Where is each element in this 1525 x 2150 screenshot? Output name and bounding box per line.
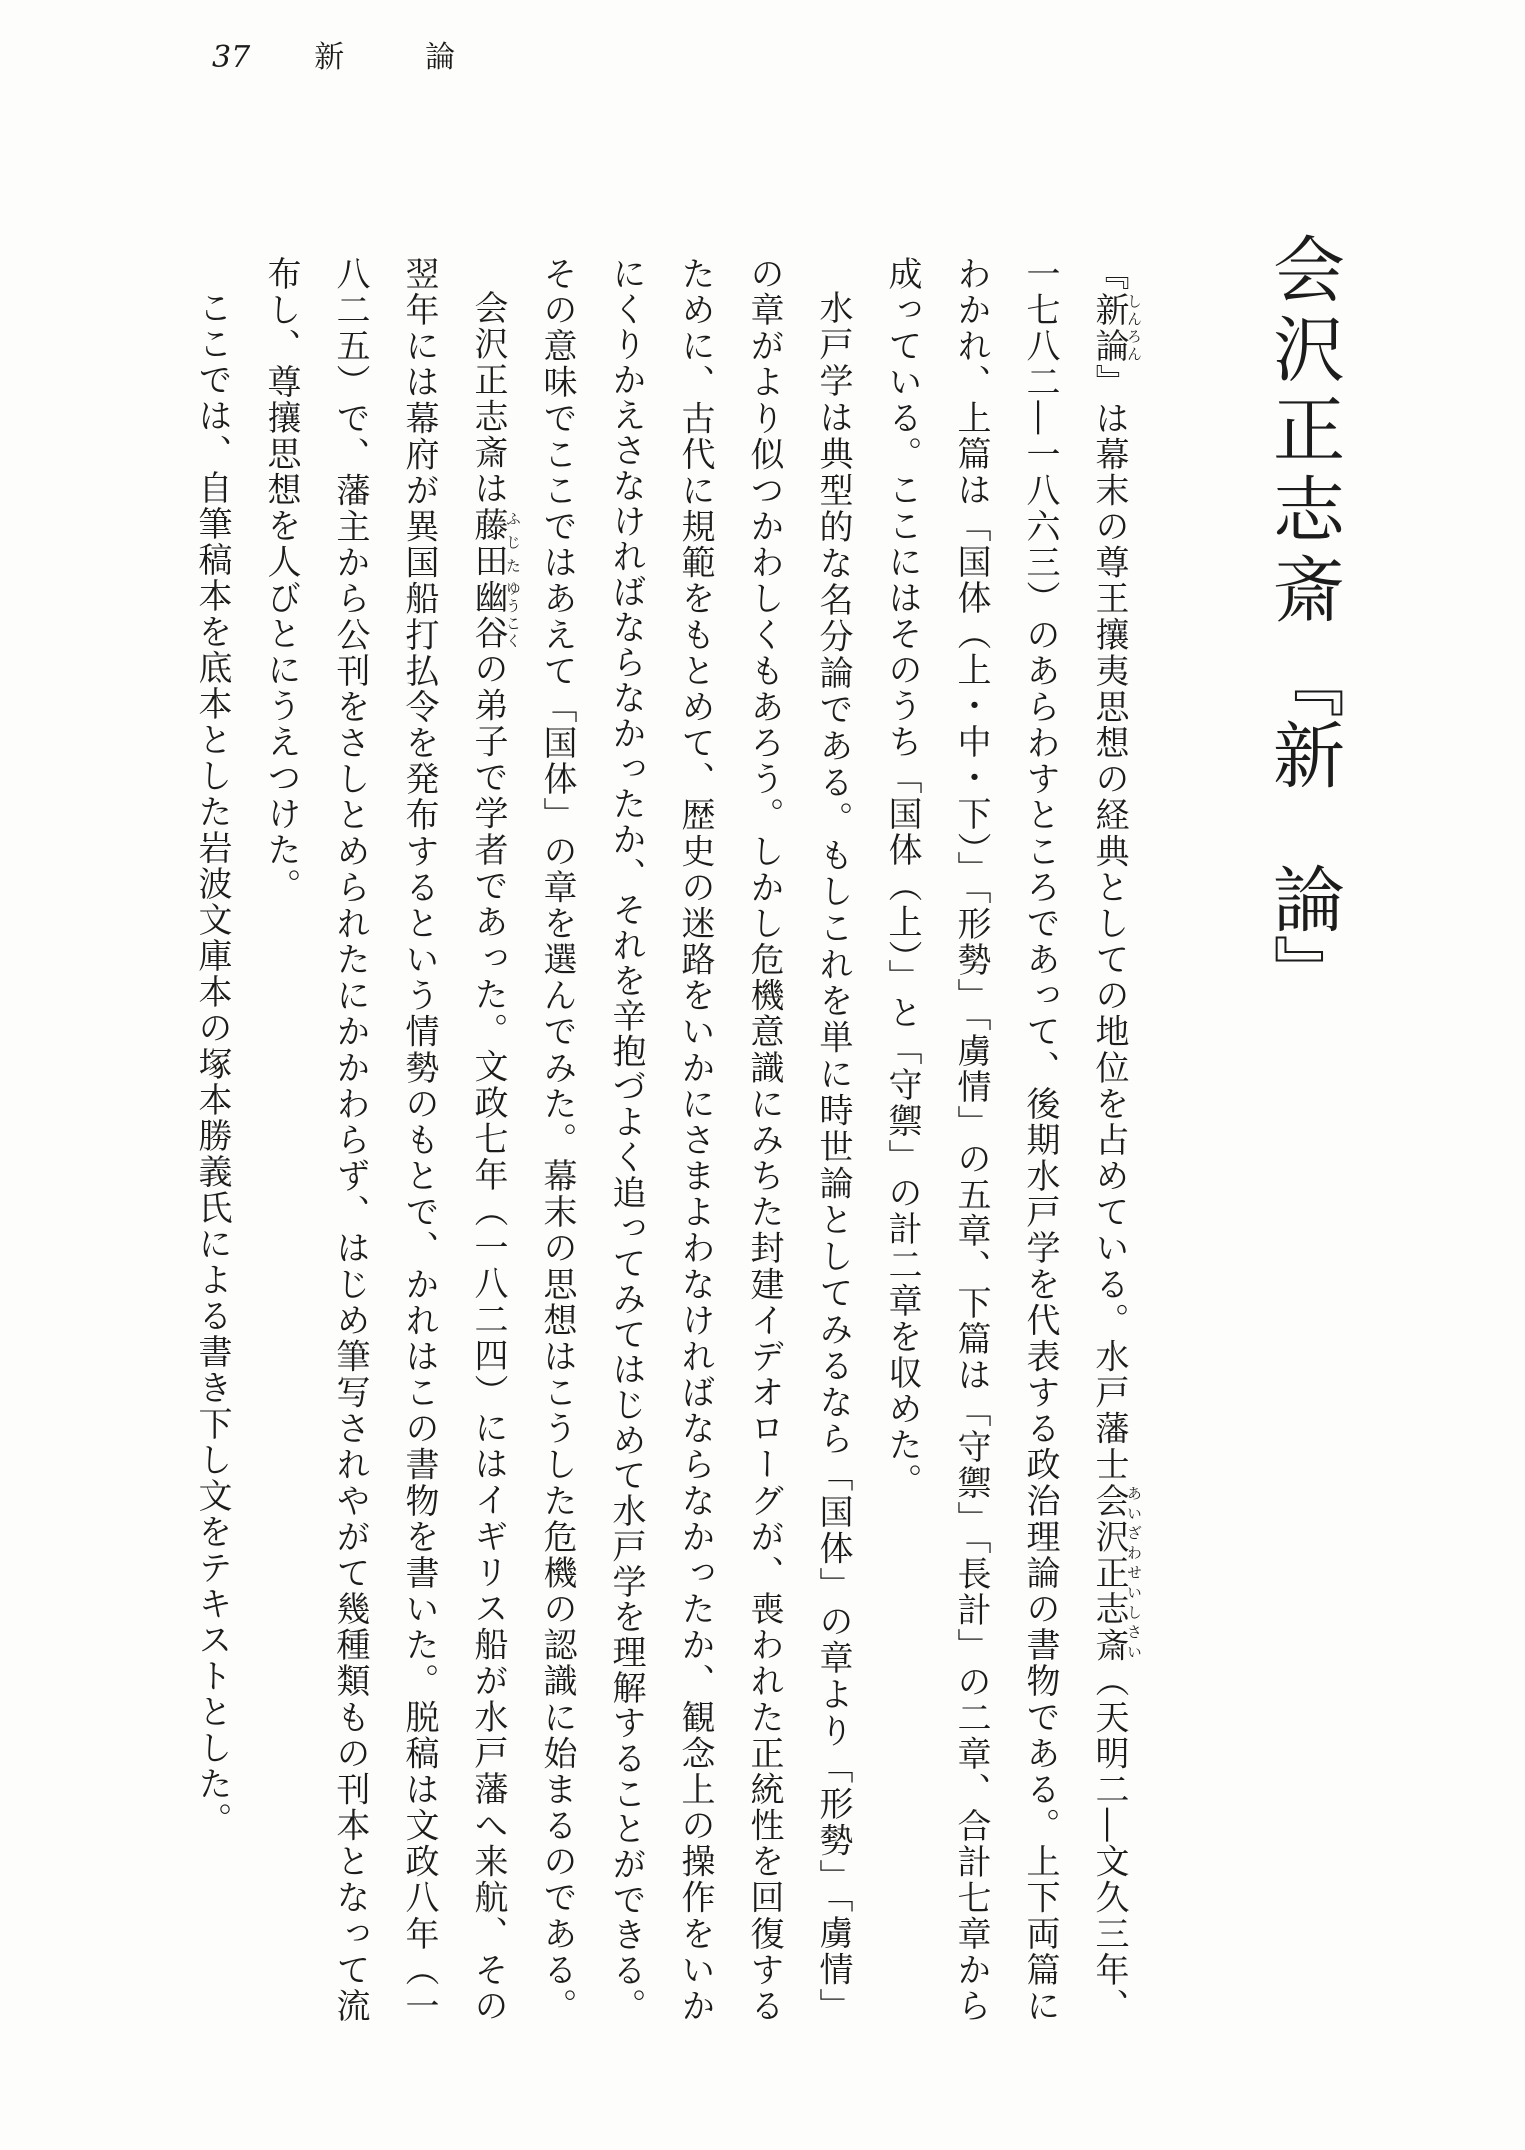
ruby-annotation — [468, 579, 522, 652]
chapter-title-work: 『新 論』 — [1261, 646, 1345, 1006]
text-column — [453, 256, 522, 2022]
text-run: わかれ、上篇は「国体（上・中・下）」「形勢」「虜情」の五章、下篇は「守禦」「長計」の二章、合計七章から — [951, 256, 991, 2022]
running-head-title: 新論 — [314, 40, 537, 75]
text-column — [936, 256, 1005, 2022]
text-run: 水戸学は典型的な名分論である。もしこれを単に時世論としてみるなら「国体」の章より「形勢」「虜情」 — [813, 290, 853, 2022]
running-header — [212, 40, 536, 76]
text-run: 翌年には幕府が異国船打払令を発布するという情勢のもとで、かれはこの書物を書いた。脱稿は文政八年（一 — [399, 256, 439, 2022]
ruby-text: あいざわせいしさい — [1125, 1482, 1143, 1662]
text-run: にくりかえさなければならなかったか、それを辛抱づよく追ってみてはじめて水戸学を理解することができる。 — [606, 256, 646, 2022]
text-column — [729, 256, 798, 2022]
text-column — [798, 256, 867, 2022]
ruby-annotation — [1089, 292, 1143, 365]
text-run: 』は幕末の尊王攘夷思想の経典としての地位を占めている。水戸藩士 — [1089, 364, 1129, 1483]
ruby-annotation — [1089, 1482, 1143, 1664]
text-run: その意味でここではあえて「国体」の章を選んでみた。幕末の思想はこうした危機の認識に始まるのである。 — [537, 256, 577, 2022]
text-run: の章がより似つかわしくもあろう。しかし危機意識にみちた封建イデオローグが、喪われた正統性を回復する — [744, 256, 784, 2023]
text-run: 八二五）で、藩主から公刊をさしとめられたにかかわらず、はじめ筆写されやがて幾種類もの刊本となって流 — [330, 256, 370, 2022]
text-run: ここでは、自筆稿本を底本とした岩波文庫本の塚本勝義氏による書き下し文をテキストとした。 — [192, 290, 232, 1838]
text-run: ために、古代に規範をもとめて、歴史の迷路をいかにさまよわなければならなかったか、観念上の操作をいか — [675, 256, 715, 2022]
text-column — [315, 256, 384, 2022]
text-column — [1005, 256, 1074, 2022]
text-column — [591, 256, 660, 2022]
ruby-text: しんろん — [1125, 292, 1143, 363]
text-column — [660, 256, 729, 2022]
ruby-base: 会沢正志斎 — [1089, 1482, 1129, 1664]
ruby-annotation — [468, 506, 522, 580]
text-column — [246, 256, 315, 2022]
text-run: 成っている。ここにはそのうち「国体（上）」と「守禦」の計二章を収めた。 — [882, 256, 922, 1499]
text-run: 一七八二―一八六三）のあらわすところであって、後期水戸学を代表する政治理論の書物である。上下両篇に — [1020, 256, 1060, 2022]
text-run: 会沢正志斎は — [468, 290, 508, 507]
page-number: 37 — [212, 40, 251, 75]
text-run: の弟子で学者であった。文政七年（一八二四）にはイギリス船が水戸藩へ来航、その — [468, 651, 508, 2023]
text-column — [177, 256, 246, 2022]
text-column — [867, 256, 936, 2022]
ruby-base: 幽谷 — [468, 579, 508, 652]
text-run: 『 — [1089, 256, 1129, 293]
text-column — [1074, 256, 1143, 2022]
chapter-title-author: 会沢正志斎 — [1261, 232, 1345, 632]
text-run: 布し、尊攘思想を人びとにうえつけた。 — [261, 256, 301, 904]
ruby-text: ゆうこく — [504, 579, 522, 650]
text-column — [384, 256, 453, 2022]
ruby-text: ふじた — [504, 506, 522, 577]
text-run: （天明二―文久三年、 — [1089, 1663, 1129, 2023]
text-column — [522, 256, 591, 2022]
ruby-base: 新論 — [1089, 292, 1129, 365]
body-text — [177, 256, 1143, 2022]
ruby-base: 藤田 — [468, 506, 508, 580]
